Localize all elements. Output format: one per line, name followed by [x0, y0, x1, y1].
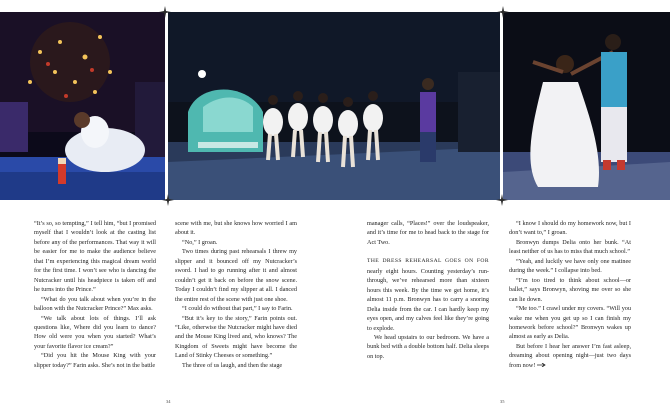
- paragraph-text: But before I hear her answer I’m fast asleep, dreaming about opening night—just two days from now!: [509, 342, 631, 369]
- page-number-left: 34: [166, 399, 171, 404]
- paragraph: We head upstairs to our bedroom. We have a bunk bed with a double bottom half. Delia sleeps on top.: [367, 333, 489, 360]
- paragraph: “No,” I groan.: [182, 238, 218, 246]
- corner-ornament-icon: [162, 194, 174, 206]
- end-mark-icon: [537, 363, 547, 367]
- paragraph: Two times during past rehearsals I threw my slipper and it bounced off my Nutcracker’s sword. I had to go running after it and almost couldn’t get it back on before the snow scene. Today I couldn’t find my slipper at all. I danced the entire rest of the scene with just one shoe.: [175, 248, 297, 303]
- paragraph: “It’s so, so tempting,” I tell him, “but I promised myself that I wouldn’t look at the casting list before any of the performances. That way it will be easier for me to make the audience believe that I’m experiencing this magical dream world for the first time. I won’t see who is dancing the Nutcracker until his headpiece is taken off and he turns into the Prince.”: [34, 220, 156, 294]
- photo-dancers-rehearsal-sleigh: [168, 12, 500, 200]
- paragraph: Bronwyn dumps Delia onto her bunk. “At least neither of us has to miss that much school.”: [509, 238, 631, 256]
- paragraph: “I could do without that part,” I say to Farin.: [182, 305, 293, 313]
- text-column-4: [509, 219, 631, 370]
- corner-ornament-icon: [496, 194, 508, 206]
- paragraph: The three of us laugh, and then the stage: [182, 361, 283, 369]
- paragraph-text: nearly eight hours. Counting yesterday’s run-through, we’ve rehearsed more than sixteen hours this week. By the time we get home, it’s almost 11 p.m. Bronwyn has to carry a snoring Delia inside from the car. I can hardly keep my eyes open, and my calves feel like they’re going to explode.: [367, 267, 489, 332]
- paragraph: “We talk about lots of things. I’ll ask questions like, Where did you learn to dance? How old were you when you started? What’s your favorite flavor ice cream?”: [34, 314, 156, 350]
- corner-ornament-icon: [159, 6, 171, 18]
- photo-nutcracker-pair-dance: [503, 12, 670, 200]
- paragraph: “Me too.” I crawl under my covers. “Will you wake me when you get up so I can finish my homework before school?” Bronwyn wakes up almost as early as Delia.: [509, 305, 631, 341]
- paragraph: “But it’s key to the story,” Farin points out. “Like, otherwise the Nutcracker might have died and the Mouse King lived and, who knows? The Kingdom of Sweets might have become the Land of Stinky Cheeses or something.”: [175, 314, 297, 360]
- paragraph: “What do you talk about when you’re in the balloon with the Nutcracker Prince?” Max asks.: [34, 295, 156, 313]
- section-opening-paragraph: [367, 256, 489, 333]
- paragraph: [509, 342, 631, 370]
- section-lead-in: THE DRESS REHEARSAL GOES ON FOR: [367, 258, 489, 265]
- text-column-1: [34, 219, 156, 370]
- corner-ornament-icon: [497, 6, 509, 18]
- paragraph: “I’m too tired to think about school—or ballet,” says Bronwyn, shoving me over so she can lie down.: [509, 276, 631, 303]
- paragraph: manager calls, “Places!” over the loudspeaker, and it’s time for me to head back to the stage for Act Two.: [367, 220, 489, 246]
- paragraph: scene with me, but she knows how worried I am about it.: [175, 220, 297, 237]
- page-number-right: 35: [500, 399, 505, 404]
- paragraph: “I know I should do my homework now, but I don’t want to,” I groan.: [509, 220, 631, 237]
- text-column-2: [175, 219, 297, 370]
- paragraph: “Yeah, and luckily we have only one matinee during the week.” I collapse into bed.: [509, 257, 631, 275]
- text-column-3: [367, 219, 489, 361]
- photo-girl-with-nutcracker: [0, 12, 165, 200]
- paragraph: “Did you hit the Mouse King with your slipper today?” Farin asks. She’s not in the battle: [34, 352, 156, 369]
